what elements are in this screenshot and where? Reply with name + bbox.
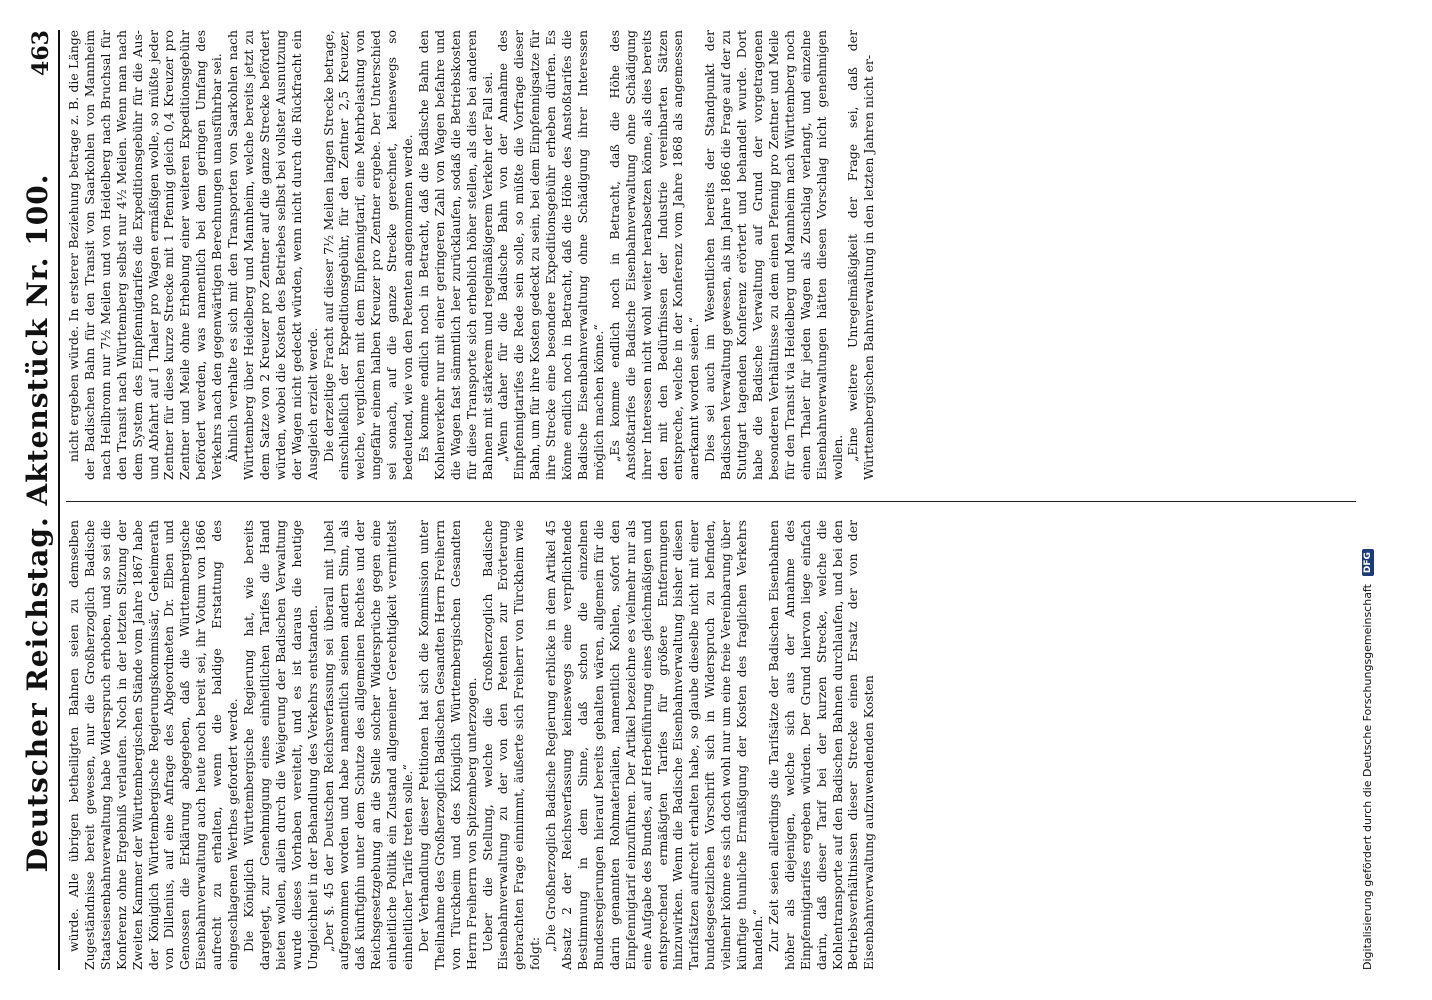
paragraph: würde. Alle übrigen betheiligten Bahnen seien zu demselben Zugeständnisse bereit gewesen, nur die Großherzoglich Badische Staatseisenbahnverwaltung habe Widerspruch erhoben, und so sei die Konferenz ohne Ergebniß verlaufen. Noch in der letzten Sitzung der Zweiten Kammer der Württembergischen Stände vom Jahre 1867 habe der Königlich Württembergische Regierungskommissär, Geheimerath von Dillenius, auf eine Anfrage des Abgeordneten Dr. Elben und Genossen die Erklärung abgegeben, daß die Württembergische Eisenbahnverwaltung auch heute noch bereit sei, ihr Votum von 1866 aufrecht zu erhalten, wenn die baldige Erstattung des eingeschlagenen Werthes gefordert werde.	[66, 520, 241, 970]
paragraph: Die Königlich Württembergische Regierung hat, wie bereits dargelegt, zur Genehmigung eines einheitlichen Tarifes die Hand bieten wollen, allein durch die Weigerung der Badischen Verwaltung wurde dieses Vorhaben vereitelt, und es ist daraus die heutige Ungleichheit in der Behandlung des Verkehrs entstanden.	[240, 520, 320, 970]
paragraph: „Eine weitere Unregelmäßigkeit der Frage sei, daß der Württembergischen Bahnverwaltung in den letzten Jahren nicht er-	[845, 30, 877, 480]
credit-text: Digitalisierung gefördert durch die Deutsche Forschungsgemeinschaft	[1361, 584, 1374, 970]
paragraph: Ähnlich verhalte es sich mit den Transporten von Saarkohlen nach Württemberg über Heidelberg und Mannheim, welche bereits jetzt zu dem Satze von 2 Kreuzer pro Zentner auf die ganze Strecke befördert würden, wobei die Kosten des Betriebes selbst bei vollster Ausnutzung der Wagen nicht gedeckt würden, wenn nicht durch die Rückfracht ein Ausgleich erzielt werde.	[225, 30, 320, 480]
dfg-logo: DFG	[1362, 549, 1374, 576]
text-column-right	[66, 30, 1356, 480]
column-divider	[66, 501, 1356, 502]
paragraph: Es komme endlich noch in Betracht, daß die Badische Bahn den Kohlenverkehr nur mit einer geringeren Zahl von Wagen befahre und die Wagen fast sämmtlich leer zurücklaufen, sodaß die Betriebskosten für diese Transporte sich erheblich höher stellen, als dies bei anderen Bahnen mit stärkerem und regelmäßigerem Verkehr der Fall sei.	[415, 30, 495, 480]
paragraph: Die derzeitige Fracht auf dieser 7½ Meilen langen Strecke betrage, einschließlich der Expeditionsgebühr, für den Zentner 2,5 Kreuzer, welche, verglichen mit dem Einpfennigtarif, eine Mehrbelastung von ungefähr einem halben Kreuzer pro Zentner ergebe. Der Unterschied sei sonach, auf die ganze Strecke gerechnet, keineswegs so bedeutend, wie von den Petenten angenommen werde.	[320, 30, 416, 480]
paragraph: „Wenn daher für die Badische Bahn von der Annahme des Einpfennigtarifes die Rede sein solle, so müßte die Vorfrage dieser Bahn, um für ihre Kosten gedeckt zu sein, bei dem Einpfennigsatze für ihre Strecke eine besondere Expeditionsgebühr erheben dürfen. Es könne endlich noch in Betracht, daß die Höhe des Anstoßtarifes die Badische Eisenbahnverwaltung ohne Schädigung ihrer Interessen möglich machen könne.“	[495, 30, 606, 480]
text-column-left	[66, 520, 1356, 970]
paragraph: „Die Großherzoglich Badische Regierung erblicke in dem Artikel 45 Absatz 2 der Reichsverfassung keineswegs eine verpflichtende Bestimmung in dem Sinne, daß schon die einzelnen Bundesregierungen hierauf bereits gehalten wären, allgemein für die darin genannten Rohmaterialien, namentlich Kohlen, sofort den Einpfennigtarif einzuführen. Der Artikel bezeichne es vielmehr nur als eine Aufgabe des Bundes, auf Herbeiführung eines gleichmäßigen und entsprechend ermäßigten Tarifes für größere Entfernungen hinzuwirken. Wenn die Badische Eisenbahnverwaltung bisher diesen Tarifsätzen aufrecht erhalten habe, so glaube dieselbe nicht mit einer bundesgesetzlichen Vorschrift sich in Widerspruch zu befinden, vielmehr könne es sich doch wohl nur um eine freie Vereinbarung über künftige thunliche Ermäßigung der Kosten des fraglichen Verkehrs handeln.“	[543, 520, 765, 970]
page-number: 463	[28, 30, 54, 76]
paragraph: „Der §. 45 der Deutschen Reichsverfassung sei überall mit Jubel aufgenommen worden und habe namentlich seinen andern Sinn, als daß künftighin unter dem Schutze des allgemeinen Rechtes und der Reichsgesetzgebung an die Stelle solcher Widersprüche gegen eine einheitliche Politik ein Zustand allgemeiner Gerechtigkeit vermittelst einheitlicher Tarife treten solle.“	[320, 520, 416, 970]
paragraph: nicht ergeben würde. In ersterer Beziehung betrage z. B. die Länge der Badischen Bahn für den Transit von Saarkohlen von Mannheim nach Heilbronn nur 7½ Meilen und von Heidelberg nach Bruchsal für den Transit nach Württemberg selbst nur 4½ Meilen. Wenn man nach dem System des Einpfennigtarifes die Expeditionsgebühr für die Aus- und Abfahrt auf 1 Thaler pro Wagen ermäßigen wolle, so müßte jeder Zentner für diese kurze Strecke mit 1 Pfennig gleich 0,4 Kreuzer pro Zentner und Meile ohne Erhebung einer weiteren Expeditionsgebühr befördert werden, was namentlich bei dem geringen Umfang des Verkehrs nach den gegenwärtigen Berechnungen unausführbar sei.	[66, 30, 225, 480]
paragraph: Der Verhandlung dieser Petitionen hat sich die Kommission unter Theilnahme des Großherzoglich Badischen Gesandten Herrn Freiherrn von Türckheim und des Königlich Württembergischen Gesandten Herrn Freiherrn von Spitzemberg unterzogen.	[415, 520, 479, 970]
paragraph: Zur Zeit seien allerdings die Tarifsätze der Badischen Eisenbahnen höher als diejenigen, welche sich aus der Annahme des Einpfennigtarifes ergeben würden. Der Grund hiervon liege einfach darin, daß dieser Tarif bei der kurzen Strecke, welche die Kohlentransporte auf den Badischen Bahnen durchlaufen, und bei den Betriebsverhältnissen dieser Strecke einen Ersatz der von der Eisenbahnverwaltung aufzuwendenden Kosten	[765, 520, 877, 970]
page-title: Deutscher Reichstag. Aktenstück Nr. 100.	[21, 173, 54, 873]
page-header	[18, 30, 60, 970]
digitization-credit	[1361, 30, 1374, 970]
paragraph: „Es komme endlich noch in Betracht, daß die Höhe des Anstoßtarifes die Badische Eisenbahnverwaltung ohne Schädigung ihrer Interessen nicht wohl weiter herabsetzen könne, als dies bereits den mit den Bedürfnissen der Industrie vereinbarten Sätzen entspreche, welche in der Konferenz vom Jahre 1868 als angemessen anerkannt worden seien.“	[606, 30, 702, 480]
paragraph: Ueber die Stellung, welche die Großherzoglich Badische Eisenbahnverwaltung zu der von den Petenten zur Erörterung gebrachten Frage einnimmt, äußerte sich Freiherr von Türckheim wie folgt:	[479, 520, 543, 970]
paragraph: Dies sei auch im Wesentlichen bereits der Standpunkt der Badischen Verwaltung gewesen, als im Jahre 1866 die Frage auf der zu Stuttgart tagenden Konferenz erörtert und behandelt wurde. Dort habe die Badische Verwaltung auf Grund der vorgetragenen besonderen Verhältnisse zu dem einen Pfennig pro Zentner und Meile für den Transit via Heidelberg und Mannheim nach Württemberg noch einen Thaler für jeden Wagen als Zuschlag verlangt, und einzelne Eisenbahnverwaltungen hätten diesen Vorschlag nicht genehmigen wollen.	[702, 30, 845, 480]
